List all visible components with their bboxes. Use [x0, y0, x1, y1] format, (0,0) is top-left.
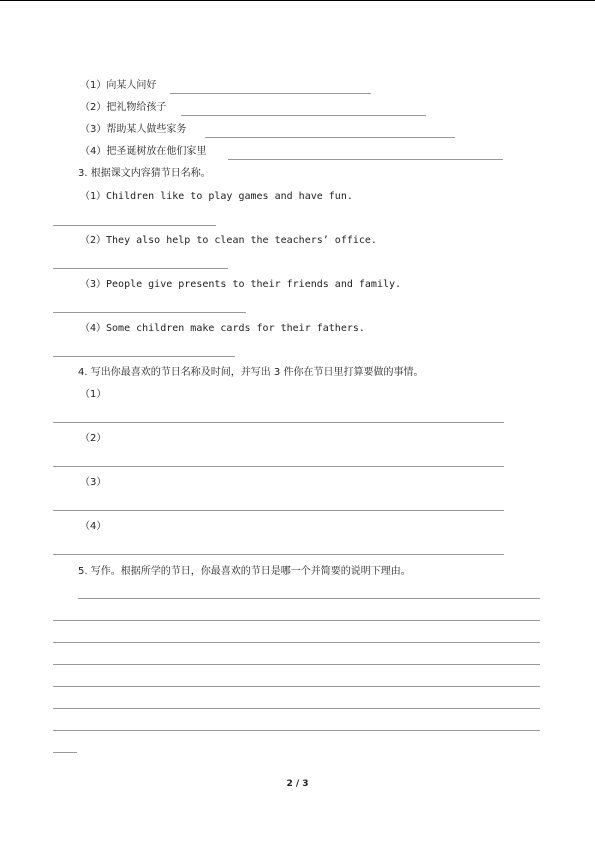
answer-line-phrase-1[interactable] [170, 93, 371, 94]
q3-item-2: （2）They also help to clean the teachers’ office. [80, 235, 377, 246]
phrase-item-4: （4）把圣诞树放在他们家里 [80, 146, 207, 157]
page-number: 2 / 3 [286, 779, 309, 789]
question-5-title: 5. 写作。根据所学的节日，你最喜欢的节日是哪一个并简要的说明下理由。 [78, 566, 411, 577]
answer-line-q4-3[interactable] [53, 510, 504, 511]
phrase-item-1: （1）向某人问好 [80, 80, 157, 91]
writing-line-7[interactable] [53, 730, 540, 731]
q4-item-4: （4） [80, 521, 107, 532]
writing-line-3[interactable] [53, 642, 540, 643]
answer-line-q4-1[interactable] [53, 422, 504, 423]
answer-line-phrase-3[interactable] [205, 137, 455, 138]
answer-line-q3-3[interactable] [53, 312, 246, 313]
answer-line-q4-2[interactable] [53, 466, 504, 467]
answer-line-q4-4[interactable] [53, 554, 504, 555]
answer-line-phrase-4[interactable] [228, 159, 503, 160]
writing-line-8[interactable] [53, 752, 77, 753]
writing-line-6[interactable] [53, 708, 540, 709]
writing-line-2[interactable] [53, 620, 540, 621]
writing-line-4[interactable] [53, 664, 540, 665]
answer-line-q3-1[interactable] [53, 225, 216, 226]
writing-line-5[interactable] [53, 686, 540, 687]
q3-item-1: （1）Children like to play games and have fun. [80, 191, 353, 202]
phrase-item-2: （2）把礼物给孩子 [80, 102, 167, 113]
page-top-rule [0, 0, 595, 1]
q4-item-2: （2） [80, 433, 107, 444]
writing-line-1[interactable] [78, 598, 540, 599]
q3-item-3: （3）People give presents to their friends and family. [80, 279, 402, 290]
question-3-title: 3. 根据课文内容猜节日名称。 [78, 168, 211, 179]
question-4-title: 4. 写出你最喜欢的节日名称及时间，并写出 3 件你在节日里打算要做的事情。 [78, 367, 424, 378]
q4-item-3: （3） [80, 477, 107, 488]
answer-line-q3-2[interactable] [53, 268, 228, 269]
q3-item-4: （4）Some children make cards for their fathers. [80, 323, 365, 334]
answer-line-q3-4[interactable] [53, 356, 235, 357]
answer-line-phrase-2[interactable] [181, 115, 426, 116]
q4-item-1: （1） [80, 389, 107, 400]
phrase-item-3: （3）帮助某人做些家务 [80, 124, 187, 135]
